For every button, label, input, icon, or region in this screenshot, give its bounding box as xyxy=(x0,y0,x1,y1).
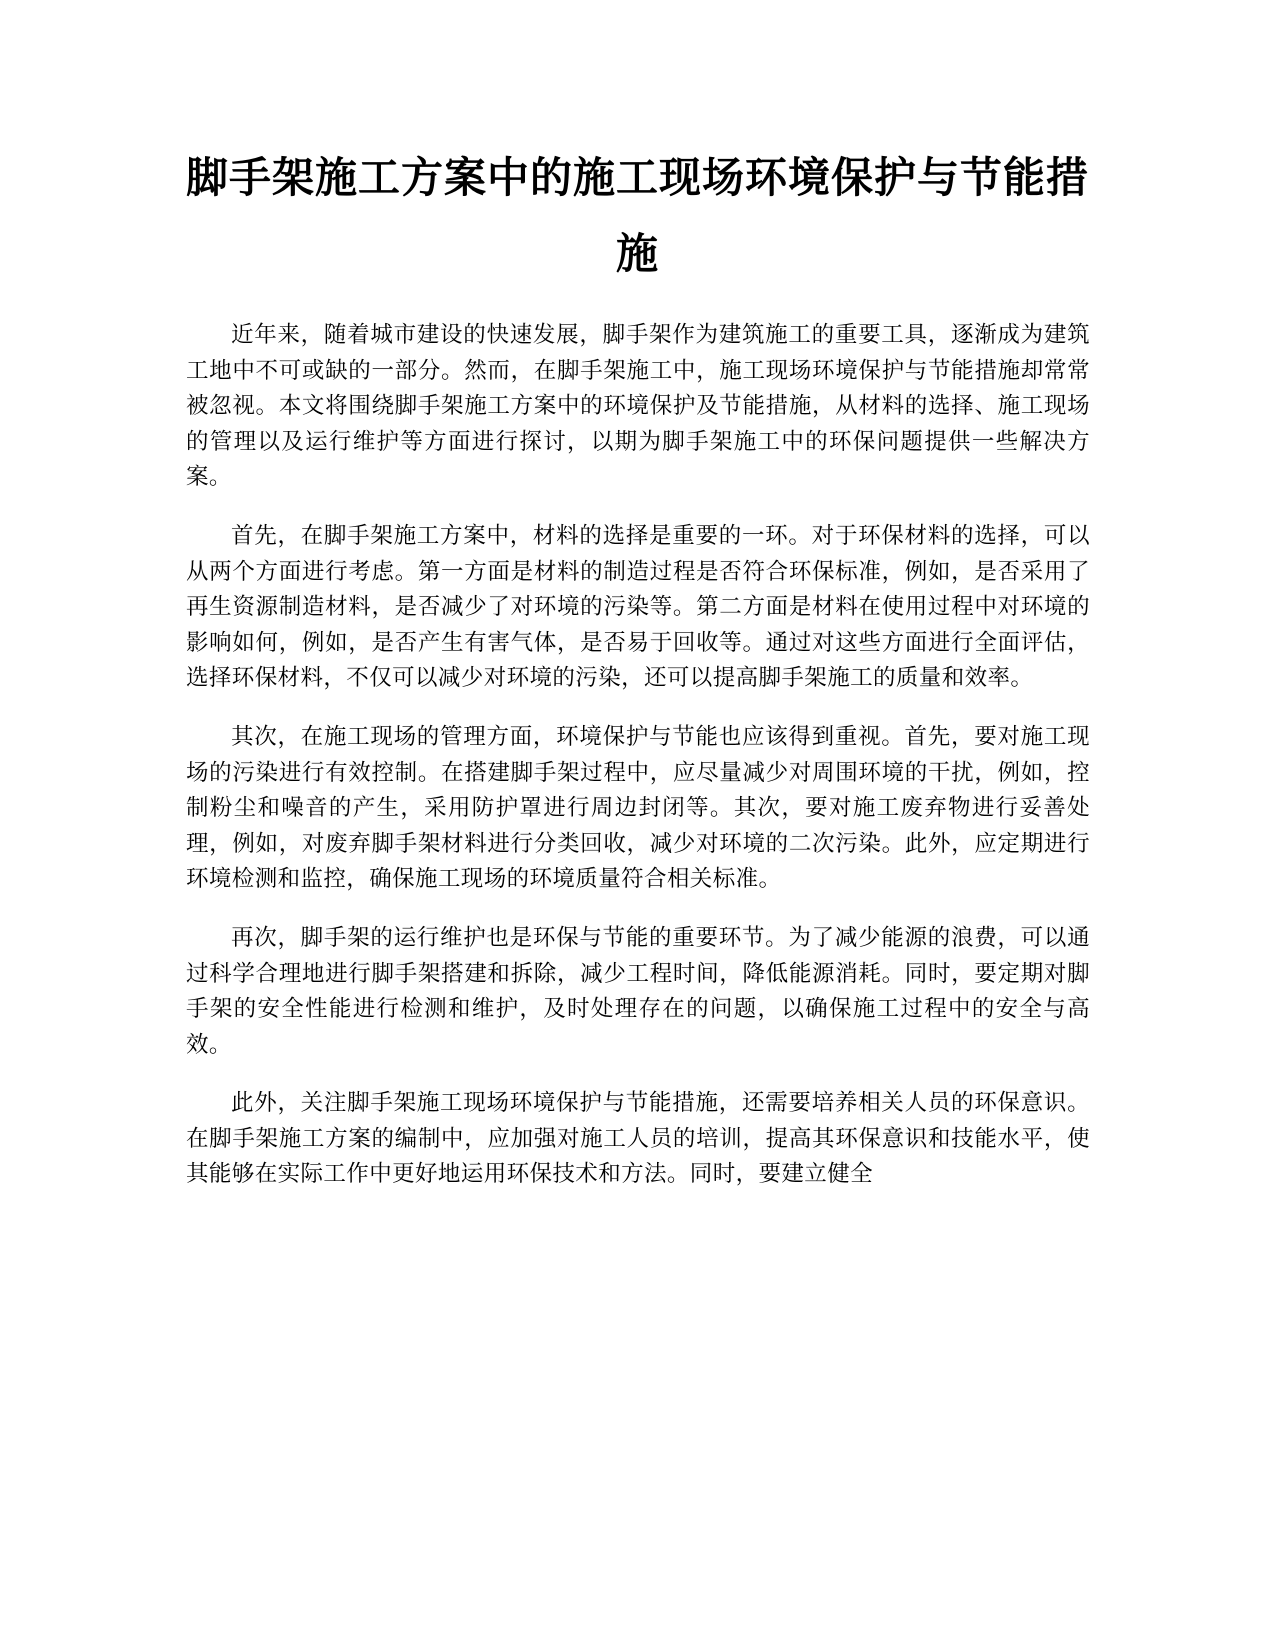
paragraph-intro: 近年来，随着城市建设的快速发展，脚手架作为建筑施工的重要工具，逐渐成为建筑工地中不可或缺的一部分。然而，在脚手架施工中，施工现场环境保护与节能措施却常常被忽视。本文将围绕脚手架施工方案中的环境保护及节能措施，从材料的选择、施工现场的管理以及运行维护等方面进行探讨，以期为脚手架施工中的环保问题提供一些解决方案。 xyxy=(186,322,1090,491)
paragraph-materials: 首先，在脚手架施工方案中，材料的选择是重要的一环。对于环保材料的选择，可以从两个方面进行考虑。第一方面是材料的制造过程是否符合环保标准，例如，是否采用了再生资源制造材料，是否减少了对环境的污染等。第二方面是材料在使用过程中对环境的影响如何，例如，是否产生有害气体，是否易于回收等。通过对这些方面进行全面评估，选择环保材料，不仅可以减少对环境的污染，还可以提高脚手架施工的质量和效率。 xyxy=(186,522,1090,692)
document-title: 脚手架施工方案中的施工现场环境保护与节能措施 xyxy=(185,153,1089,278)
paragraph-awareness: 此外，关注脚手架施工现场环境保护与节能措施，还需要培养相关人员的环保意识。在脚手架施工方案的编制中，应加强对施工人员的培训，提高其环保意识和技能水平，使其能够在实际工作中更好地运用环保技术和方法。同时，要建立健全 xyxy=(186,1090,1090,1188)
paragraph-site-management: 其次，在施工现场的管理方面，环境保护与节能也应该得到重视。首先，要对施工现场的污染进行有效控制。在搭建脚手架过程中，应尽量减少对周围环境的干扰，例如，控制粉尘和噪音的产生，采用防护罩进行周边封闭等。其次，要对施工废弃物进行妥善处理，例如，对废弃脚手架材料进行分类回收，减少对环境的二次污染。此外，应定期进行环境检测和监控，确保施工现场的环境质量符合相关标准。 xyxy=(186,723,1090,893)
paragraph-maintenance: 再次，脚手架的运行维护也是环保与节能的重要环节。为了减少能源的浪费，可以通过科学合理地进行脚手架搭建和拆除，减少工程时间，降低能源消耗。同时，要定期对脚手架的安全性能进行检测和维护，及时处理存在的问题，以确保施工过程中的安全与高效。 xyxy=(186,924,1090,1058)
document-body xyxy=(186,318,1090,1216)
